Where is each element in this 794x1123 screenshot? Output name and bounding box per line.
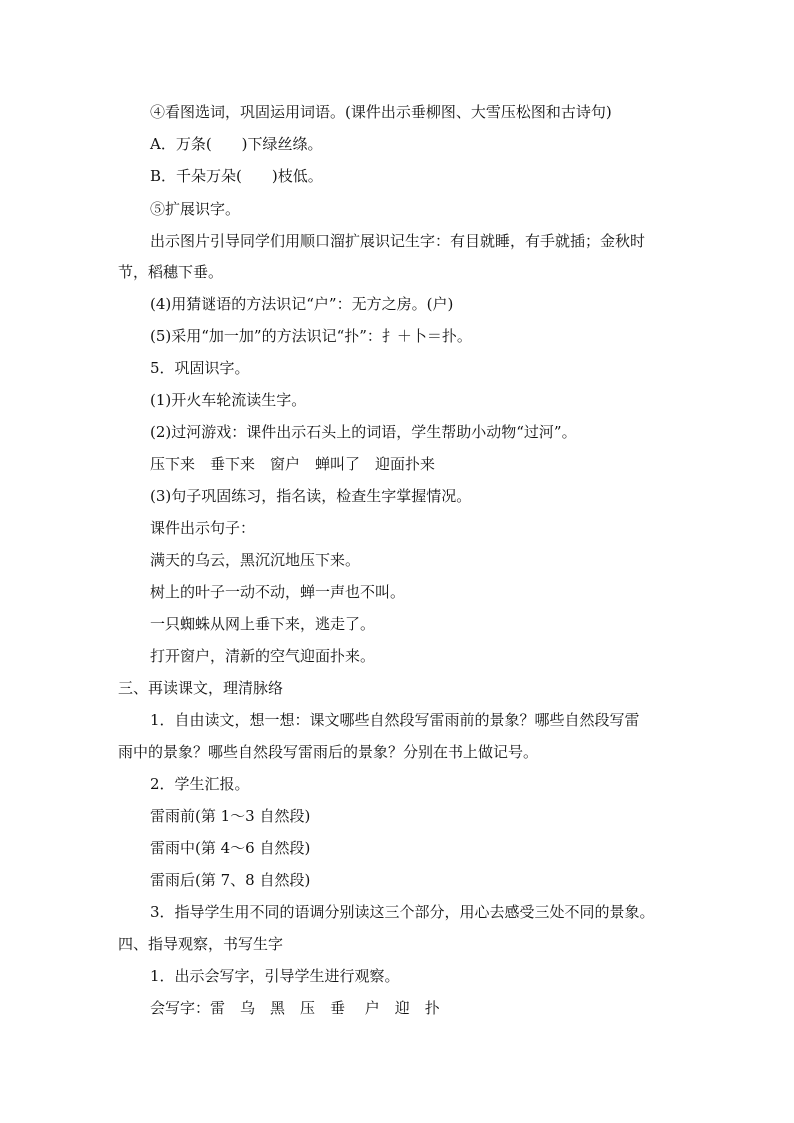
text-line-4: ⑤扩展识字。 — [150, 200, 241, 218]
text-line-26: 3．指导学生用不同的语调分别读这三个部分，用心去感受三处不同的景象。 — [150, 903, 655, 921]
text-line-10: (1)开火车轮流读生字。 — [150, 391, 307, 409]
text-line-7: (4)用猜谜语的方法识记“户”：无方之房。(户) — [150, 295, 454, 313]
text-line-22: 2．学生汇报。 — [150, 775, 250, 793]
text-line-13: (3)句子巩固练习，指名读，检查生字掌握情况。 — [150, 487, 472, 505]
text-line-9: 5．巩固识字。 — [150, 359, 250, 377]
text-line-29: 会写字：雷 乌 黑 压 垂 户 迎 扑 — [150, 999, 440, 1017]
text-line-11: (2)过河游戏：课件出示石头上的词语，学生帮助小动物“过河”。 — [150, 423, 577, 441]
text-line-15: 满天的乌云，黑沉沉地压下来。 — [150, 551, 361, 569]
text-line-25: 雷雨后(第 7、8 自然段) — [150, 871, 311, 889]
text-line-5: 出示图片引导同学们用顺口溜扩展识记生字：有目就睡，有手就插；金秋时 — [150, 232, 646, 250]
text-line-21: 雨中的景象？哪些自然段写雷雨后的景象？分别在书上做记号。 — [118, 743, 539, 761]
text-line-17: 一只蜘蛛从网上垂下来，逃走了。 — [150, 615, 376, 633]
text-line-3: B．千朵万朵( )枝低。 — [150, 167, 323, 185]
section-heading-3: 三、再读课文，理清脉络 — [118, 679, 284, 697]
text-line-16: 树上的叶子一动不动，蝉一声也不叫。 — [150, 583, 406, 601]
text-line-24: 雷雨中(第 4～6 自然段) — [150, 839, 311, 857]
text-line-12: 压下来 垂下来 窗户 蝉叫了 迎面扑来 — [150, 455, 436, 473]
text-line-2: A．万条( )下绿丝绦。 — [150, 135, 323, 153]
section-heading-4: 四、指导观察，书写生字 — [118, 935, 284, 953]
text-line-28: 1．出示会写字，引导学生进行观察。 — [150, 967, 400, 985]
text-line-6: 节，稻穗下垂。 — [118, 263, 224, 281]
text-line-18: 打开窗户，清新的空气迎面扑来。 — [150, 647, 376, 665]
text-line-20: 1．自由读文，想一想：课文哪些自然段写雷雨前的景象？哪些自然段写雷 — [150, 711, 640, 729]
text-line-1: ④看图选词，巩固运用词语。(课件出示垂柳图、大雪压松图和古诗句) — [150, 103, 612, 121]
text-line-23: 雷雨前(第 1～3 自然段) — [150, 807, 311, 825]
text-line-8: (5)采用“加一加”的方法识记“扑”：扌＋卜＝扑。 — [150, 327, 472, 345]
text-line-14: 课件出示句子： — [150, 519, 256, 537]
